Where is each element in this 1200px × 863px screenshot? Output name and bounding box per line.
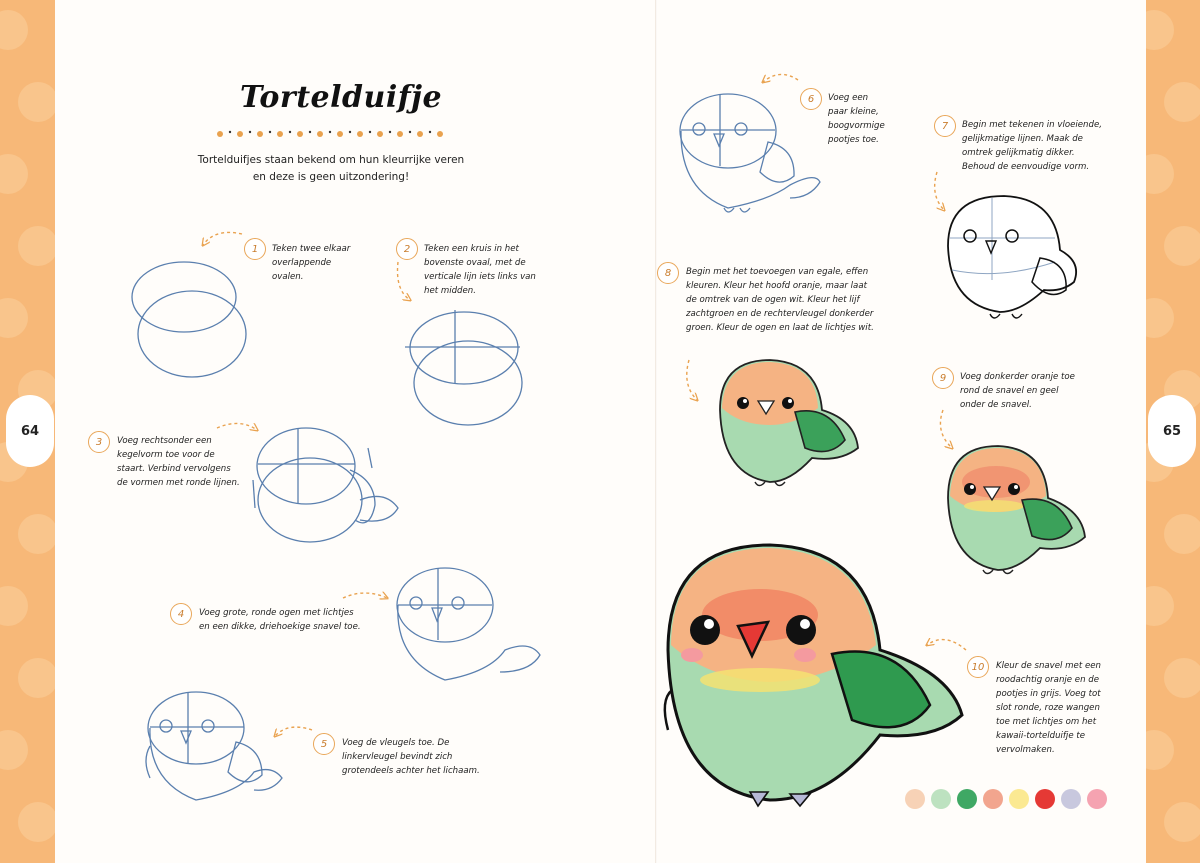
arrow-step-10 [927, 640, 966, 650]
step-8-text: Begin met het toevoegen van egale, effen kleuren. Kleur het hoofd oranje, maar laat de omtrek van de ogen wit. Kleur het lijf zachtgroen en de rechtervleugel donkerder groen. Kleur de ogen en laat de lichtjes wit. [686, 267, 874, 333]
step-8-number: 8 [657, 262, 679, 284]
arrow-step-9 [940, 410, 952, 448]
color-swatch [1061, 789, 1081, 809]
step-1-sketch [132, 262, 246, 377]
step-6-number: 6 [800, 88, 822, 110]
step-10-number: 10 [967, 656, 989, 678]
step-1-number: 1 [244, 238, 266, 260]
arrow-step-2 [398, 262, 411, 300]
step-4-sketch [397, 568, 540, 680]
step-2-number: 2 [396, 238, 418, 260]
color-swatch [983, 789, 1003, 809]
step-5-sketch [146, 692, 282, 800]
step-6-sketch [680, 94, 820, 212]
step-1-text: Teken twee elkaar overlappende ovalen. [272, 244, 351, 282]
step-10-bird [665, 545, 962, 806]
color-swatch [931, 789, 951, 809]
color-swatch [957, 789, 977, 809]
step-10-text: Kleur de snavel met een roodachtig oranje en de pootjes in grijs. Voeg tot slot ronde, roze wangen toe met lichtjes om het kawaii-tortelduifje te vervolmaken. [996, 661, 1101, 755]
arrow-step-3 [217, 423, 257, 430]
step-7-number: 7 [934, 115, 956, 137]
step-3-sketch [253, 428, 398, 542]
arrow-step-5 [275, 727, 312, 736]
step-2-sketch [405, 310, 522, 425]
color-swatch [1087, 789, 1107, 809]
step-9-text: Voeg donkerder oranje toe rond de snavel en geel onder de snavel. [960, 372, 1075, 410]
step-3-text: Voeg rechtsonder een kegelvorm toe voor de staart. Verbind vervolgens de vormen met ronde lijnen. [117, 436, 240, 488]
arrow-step-7 [935, 172, 944, 210]
step-6-text: Voeg een paar kleine, boogvormige pootjes toe. [828, 93, 885, 145]
step-9-bird [948, 446, 1085, 574]
step-3-number: 3 [88, 431, 110, 453]
color-swatch [905, 789, 925, 809]
arrow-step-6 [763, 74, 798, 82]
step-5-text: Voeg de vleugels toe. De linkervleugel bevindt zich grotendeels achter het lichaam. [342, 738, 480, 776]
color-swatch [1035, 789, 1055, 809]
arrow-step-8 [687, 360, 697, 400]
arrow-step-1 [203, 232, 242, 245]
page-number-right: 65 [1148, 395, 1196, 467]
step-4-number: 4 [170, 603, 192, 625]
step-7-sketch [948, 196, 1076, 318]
page-title: Tortelduifje [240, 80, 443, 115]
page-number-left: 64 [6, 395, 54, 467]
step-9-number: 9 [932, 367, 954, 389]
step-7-text: Begin met tekenen in vloeiende, gelijkmatige lijnen. Maak de omtrek gelijkmatig dikker. Behoud de eenvoudige vorm. [962, 120, 1102, 172]
step-2-text: Teken een kruis in het bovenste ovaal, met de verticale lijn iets links van het midden. [424, 244, 536, 296]
step-5-number: 5 [313, 733, 335, 755]
color-swatch [1009, 789, 1029, 809]
step-8-bird [720, 360, 858, 486]
step-4-text: Voeg grote, ronde ogen met lichtjes en een dikke, driehoekige snavel toe. [199, 608, 361, 632]
arrow-step-4 [343, 593, 387, 598]
intro-text: Tortelduifjes staan bekend om hun kleurrijke veren en deze is geen uitzondering! [197, 154, 465, 183]
